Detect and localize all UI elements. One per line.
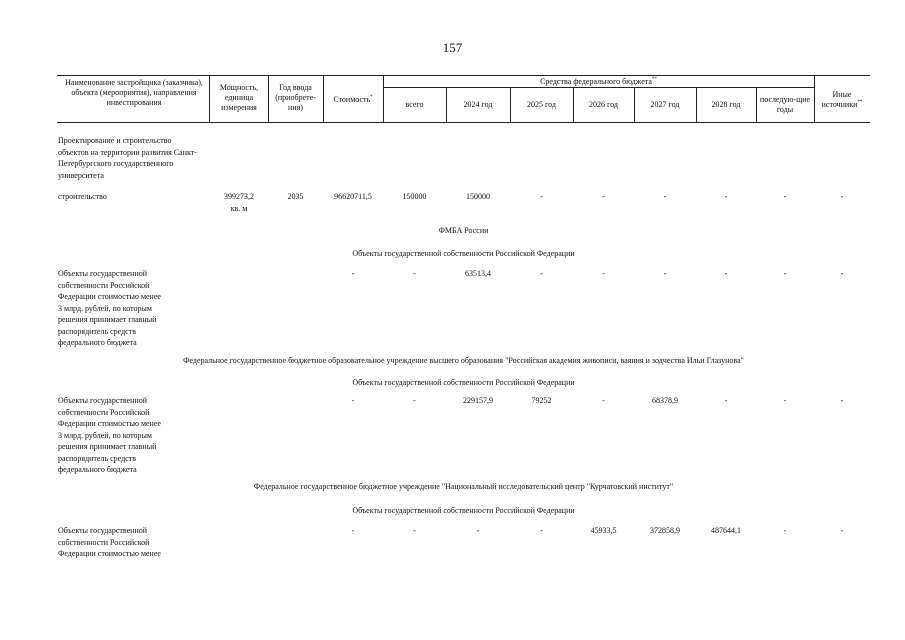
section-heading-fmba: ФМБА России [438,226,489,235]
section-heading-state-property: Объекты государственной собственности Российской Федерации [352,249,575,258]
row-2028: - [783,269,787,278]
header-cost-sup: * [370,95,373,100]
row-total: 229157,9 [463,396,493,405]
header-later-years: последую-щие годы [759,95,811,114]
header-federal-budget-label: Средства федерального бюджета [540,77,652,86]
row-project-title: Проектирование и строительство объектов на территории развития Санкт-Петербургского государственного университета [58,136,197,180]
row-name: Объекты государственной собственности Российской Федерации стоимостью менее 3 млрд. рублей, по которым решения принимает главный распорядитель средств федерального бюджета [58,269,161,347]
section-heading-state-property: Объекты государственной собственности Российской Федерации [352,506,575,515]
section-heading-state-property: Объекты государственной собственности Российской Федерации [352,378,575,387]
row-total: - [476,526,480,535]
row-2027: - [724,396,728,405]
row-total: 63513,4 [465,269,491,278]
header-year: Год ввода (приобрете-ния) [275,83,316,112]
header-2024: 2024 год [463,100,493,109]
row-cost: - [413,396,416,405]
row-year: - [351,526,355,535]
row-2025: - [540,192,543,201]
header-cost-label: Стоимость [333,95,371,104]
row-2027: - [724,269,728,278]
row-2028: - [724,192,728,201]
row-2025: - [602,396,605,405]
row-2027: 487644,1 [711,526,741,535]
header-name: Наименование застройщика (заказчика), объекта (мероприятия), направления инвестирования [65,78,203,107]
row-2028: - [783,396,787,405]
row-2025: 45933,5 [590,526,617,535]
row-total: 150000 [402,192,427,201]
row-2028: - [783,526,787,535]
row-2026: - [663,269,667,278]
row-cost: - [413,269,416,278]
header-total: всего [405,100,424,109]
row-other: - [840,192,844,201]
row-2026: 372858,9 [650,526,680,535]
row-2024: - [540,269,543,278]
header-other-label: Иные источники [821,90,858,109]
row-later: - [840,269,844,278]
row-name: Объекты государственной собственности Российской Федерации стоимостью менее [58,526,161,558]
header-federal-budget-sup: ** [651,77,657,82]
row-name: строительство [58,192,107,201]
header-2028: 2028 год [711,100,741,109]
row-later: - [840,526,844,535]
row-year: - [351,269,355,278]
row-2026: - [602,192,605,201]
header-2025: 2025 год [527,100,556,109]
row-cost: - [413,526,416,535]
row-capacity: 399273,2 кв. м [224,192,254,213]
header-2027: 2027 год [650,100,680,109]
header-federal-budget [383,77,814,87]
header-other-sources [814,90,870,110]
header-capacity: Мощность, единица измерения [219,83,259,112]
header-other-sup: ** [857,100,863,105]
row-cost: 96620711,5 [334,192,372,201]
header-2026: 2026 год [589,100,618,109]
row-2024: 150000 [466,192,490,201]
page-number: 157 [442,40,463,55]
row-name: Объекты государственной собственности Российской Федерации стоимостью менее 3 млрд. рублей, по которым решения принимает главный распорядитель средств федерального бюджета [58,396,161,474]
row-later: - [840,396,844,405]
row-year: - [351,396,355,405]
row-2027: - [663,192,667,201]
row-2026: 68378,9 [652,396,678,405]
header-bottom-border [57,122,870,123]
row-2024: 79252 [531,396,552,405]
header-cost [323,95,383,105]
federal-subheader-border [383,87,814,88]
section-heading-kurchatov: Федеральное государственное бюджетное учреждение "Национальный исследовательский центр "Курчатовский институт" [253,482,674,491]
row-year: 2035 [287,192,304,201]
row-later: - [783,192,787,201]
header-top-border [57,75,870,76]
row-2025: - [602,269,605,278]
section-heading-academy: Федеральное государственное бюджетное образовательное учреждение высшего образования "Российская академия живописи, ваяния и зодчества Ильи Глазунова" [183,356,744,365]
row-2024: - [540,526,543,535]
